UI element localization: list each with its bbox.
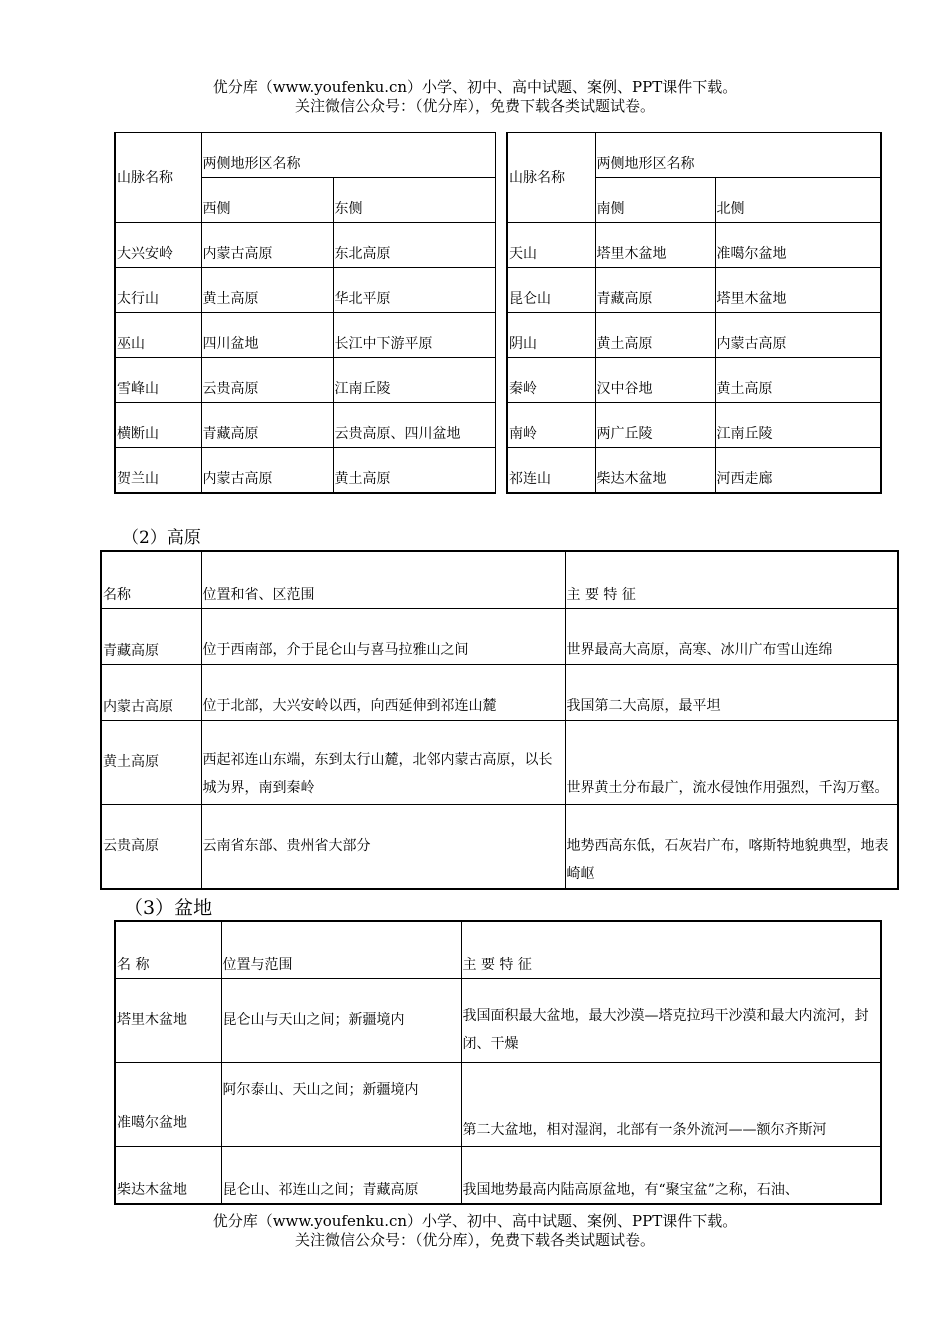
col-name: 名 称 [115,921,221,978]
mountain-name: 昆仑山 [507,268,595,313]
mountain-name: 祁连山 [507,448,595,493]
table-row [115,978,881,1062]
col-mountain-name: 山脉名称 [115,133,201,223]
plateau-name: 云贵高原 [101,804,201,889]
mountain-name: 天山 [507,223,595,268]
plateau-location: 西起祁连山东端，东到太行山麓，北邻内蒙古高原，以长城为界，南到秦岭 [201,720,565,804]
table-row [115,268,495,313]
mountains-table-west-east [114,132,496,494]
west-terrain: 内蒙古高原 [201,448,333,493]
mountain-name: 贺兰山 [115,448,201,493]
mountain-name: 大兴安岭 [115,223,201,268]
col-name: 名称 [101,551,201,608]
plateau-name: 黄土高原 [101,720,201,804]
south-terrain: 两广丘陵 [595,403,715,448]
basin-location: 昆仑山、祁连山之间；青藏高原 [221,1146,461,1204]
mountain-name: 秦岭 [507,358,595,403]
east-terrain: 长江中下游平原 [333,313,495,358]
table-row [507,358,881,403]
col-south: 南侧 [595,178,715,223]
header-line-1: 优分库（www.youfenku.cn）小学、初中、高中试题、案例、PPT课件下载。 [212,78,738,96]
table-row [507,403,881,448]
north-terrain: 河西走廊 [715,448,881,493]
footer-line-1: 优分库（www.youfenku.cn）小学、初中、高中试题、案例、PPT课件下载。 [212,1212,738,1230]
plateau-table [100,550,899,890]
east-terrain: 华北平原 [333,268,495,313]
col-east: 东侧 [333,178,495,223]
col-location: 位置和省、区范围 [201,551,565,608]
south-terrain: 柴达木盆地 [595,448,715,493]
east-terrain: 云贵高原、四川盆地 [333,403,495,448]
table-row [101,720,898,804]
col-north: 北侧 [715,178,881,223]
mountain-name: 横断山 [115,403,201,448]
page-footer [0,1212,950,1250]
east-terrain: 江南丘陵 [333,358,495,403]
south-terrain: 黄土高原 [595,313,715,358]
plateau-features: 地势西高东低，石灰岩广布，喀斯特地貌典型，地表崎岖 [565,804,898,889]
plateau-location: 位于北部，大兴安岭以西，向西延伸到祁连山麓 [201,664,565,720]
south-terrain: 青藏高原 [595,268,715,313]
south-terrain: 塔里木盆地 [595,223,715,268]
table-row [507,223,881,268]
south-terrain: 汉中谷地 [595,358,715,403]
plateau-features: 我国第二大高原，最平坦 [565,664,898,720]
plateau-section-title: （2）高原 [122,528,201,548]
west-terrain: 青藏高原 [201,403,333,448]
table-row [115,1146,881,1204]
table-row [115,448,495,493]
table-row [101,804,898,889]
basin-features: 我国地势最高内陆高原盆地，有“聚宝盆”之称，石油、 [461,1146,881,1204]
mountain-name: 南岭 [507,403,595,448]
table-row [115,358,495,403]
mountain-name: 巫山 [115,313,201,358]
west-terrain: 云贵高原 [201,358,333,403]
header-line-2: 关注微信公众号：（优分库），免费下载各类试题试卷。 [294,97,655,115]
basin-table [114,920,882,1205]
west-terrain: 四川盆地 [201,313,333,358]
west-terrain: 内蒙古高原 [201,223,333,268]
east-terrain: 东北高原 [333,223,495,268]
basin-section-title: （3）盆地 [124,897,213,919]
col-features: 主 要 特 征 [461,921,881,978]
table-row [507,448,881,493]
plateau-features: 世界最高大高原，高寒、冰川广布雪山连绵 [565,608,898,664]
col-terrain-both-sides: 两侧地形区名称 [201,133,495,178]
basin-features: 我国面积最大盆地，最大沙漠—塔克拉玛干沙漠和最大内流河，封闭、干燥 [461,978,881,1062]
plateau-features: 世界黄土分布最广，流水侵蚀作用强烈，千沟万壑。 [565,720,898,804]
col-west: 西侧 [201,178,333,223]
table-row [507,268,881,313]
col-terrain-both-sides: 两侧地形区名称 [595,133,881,178]
footer-line-2: 关注微信公众号：（优分库），免费下载各类试题试卷。 [294,1231,655,1249]
table-row [115,223,495,268]
col-features: 主 要 特 征 [565,551,898,608]
mountains-table-south-north [506,132,882,494]
table-row [101,608,898,664]
table-row [101,664,898,720]
basin-name: 塔里木盆地 [115,978,221,1062]
table-row [115,1062,881,1146]
plateau-name: 内蒙古高原 [101,664,201,720]
basin-location: 阿尔泰山、天山之间；新疆境内 [221,1062,461,1146]
east-terrain: 黄土高原 [333,448,495,493]
table-row [115,403,495,448]
north-terrain: 黄土高原 [715,358,881,403]
page-header [0,78,950,116]
plateau-location: 云南省东部、贵州省大部分 [201,804,565,889]
mountain-name: 太行山 [115,268,201,313]
plateau-name: 青藏高原 [101,608,201,664]
mountain-name: 雪峰山 [115,358,201,403]
basin-name: 准噶尔盆地 [115,1062,221,1146]
col-mountain-name: 山脉名称 [507,133,595,223]
basin-location: 昆仑山与天山之间；新疆境内 [221,978,461,1062]
plateau-location: 位于西南部，介于昆仑山与喜马拉雅山之间 [201,608,565,664]
basin-name: 柴达木盆地 [115,1146,221,1204]
mountain-name: 阴山 [507,313,595,358]
table-row [115,313,495,358]
north-terrain: 塔里木盆地 [715,268,881,313]
table-row [507,313,881,358]
col-location: 位置与范围 [221,921,461,978]
west-terrain: 黄土高原 [201,268,333,313]
north-terrain: 江南丘陵 [715,403,881,448]
north-terrain: 准噶尔盆地 [715,223,881,268]
north-terrain: 内蒙古高原 [715,313,881,358]
basin-features: 第二大盆地，相对湿润，北部有一条外流河——额尔齐斯河 [461,1062,881,1146]
